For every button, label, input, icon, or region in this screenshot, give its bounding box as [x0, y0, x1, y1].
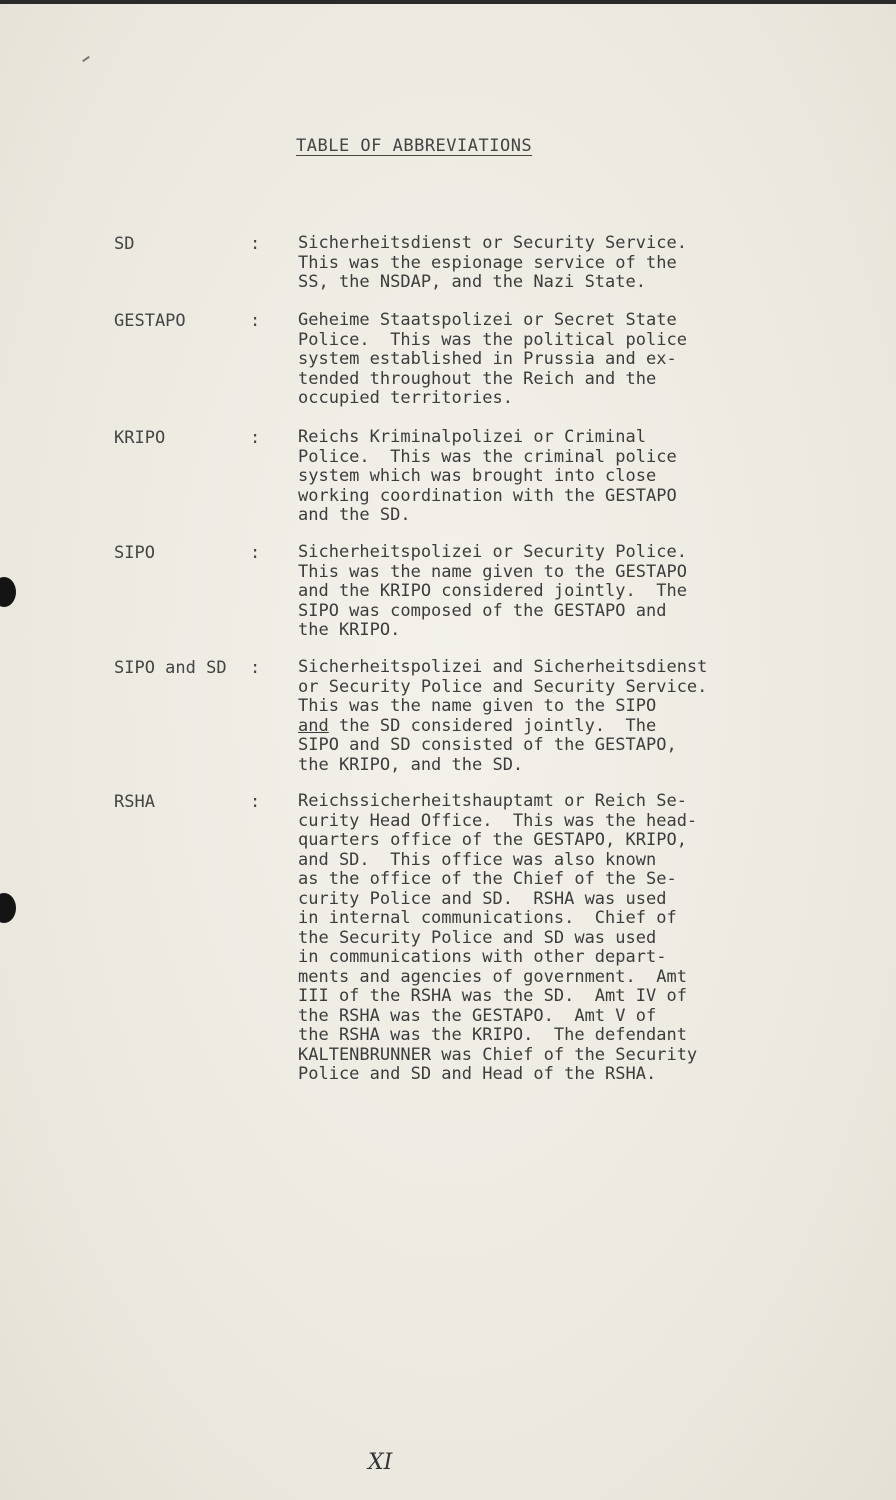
- abbreviation-term: GESTAPO: [114, 311, 186, 331]
- abbreviation-definition: Geheime Staatspolizei or Secret State Police. This was the political police system established in Prussia and ex- tended throughout the Reich and the occupied territories.: [298, 310, 687, 408]
- colon-separator: :: [250, 311, 261, 331]
- abbreviation-definition: [298, 658, 768, 775]
- colon-separator: :: [250, 543, 261, 563]
- definition-text: the SD considered jointly. The SIPO and SD consisted of the GESTAPO, the KRIPO, and the SD.: [298, 715, 677, 775]
- colon-separator: :: [250, 234, 261, 254]
- abbreviation-term: RSHA: [114, 792, 155, 812]
- underlined-word: and: [298, 715, 329, 736]
- page-number: XI: [368, 1450, 393, 1475]
- abbreviation-definition: Sicherheitspolizei or Security Police. This was the name given to the GESTAPO and the KRIPO considered jointly. The SIPO was composed of the GESTAPO and the KRIPO.: [298, 542, 687, 640]
- abbreviation-term: SD: [114, 234, 135, 254]
- abbreviation-definition: Reichssicherheitshauptamt or Reich Se- curity Head Office. This was the head- quarters office of the GESTAPO, KRIPO, and SD. This office was also known as the office of the Chief of the Se- curity Police and SD. RSHA was used in internal communications. Chief of the Security Police and SD was used in communications with other depart- ments and agencies of government. Amt III of the RSHA was the SD. Amt IV of the RSHA was the GESTAPO. Amt V of the RSHA was the KRIPO. The defendant KALTENBRUNNER was Chief of the Security Police and SD and Head of the RSHA.: [298, 791, 698, 1084]
- page-title: TABLE OF ABBREVIATIONS: [296, 136, 533, 156]
- definition-text: Sicherheitspolizei and Sicherheitsdienst or Security Police and Security Service. This was the name given to the SIPO: [298, 657, 708, 716]
- abbreviation-definition: Reichs Kriminalpolizei or Criminal Police. This was the criminal police system which was brought into close working coordination with the GESTAPO and the SD.: [298, 427, 677, 525]
- colon-separator: :: [250, 792, 261, 812]
- abbreviation-term: SIPO and SD: [114, 658, 227, 678]
- colon-separator: :: [250, 658, 261, 678]
- pencil-mark: [82, 56, 90, 62]
- punch-hole-lower: [0, 893, 16, 923]
- abbreviation-term: KRIPO: [114, 428, 166, 448]
- abbreviation-term: SIPO: [114, 543, 155, 563]
- colon-separator: :: [250, 428, 261, 448]
- scan-edge: [0, 0, 896, 4]
- abbreviation-definition: Sicherheitsdienst or Security Service. This was the espionage service of the SS, the NSDAP, and the Nazi State.: [298, 233, 687, 292]
- punch-hole-upper: [0, 577, 16, 607]
